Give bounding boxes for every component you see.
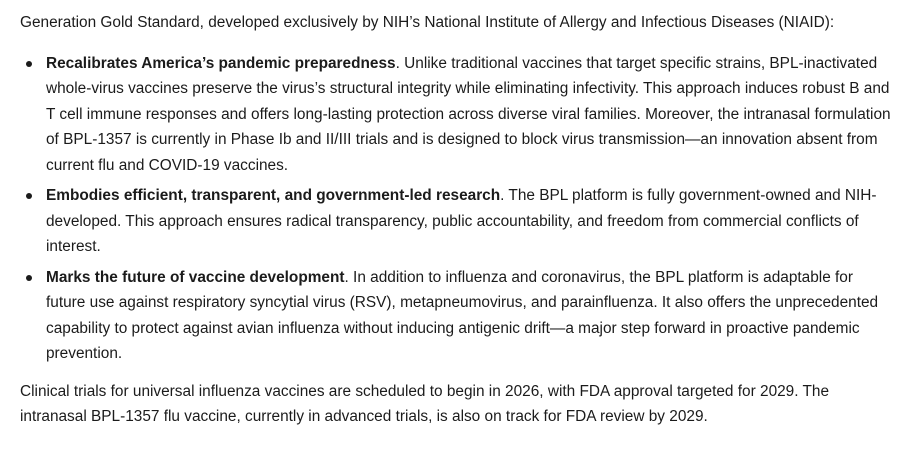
bullet-body: . The BPL platform is fully government-owned and NIH-developed. This approach ensures radical transparency, public accountability, and freedom from commercial conflicts of interest. (46, 187, 877, 255)
bullet-item-future-vaccine-development (46, 265, 891, 367)
outro-paragraph: Clinical trials for universal influenza vaccines are scheduled to begin in 2026, with FDA approval targeted for 2029. The intranasal BPL-1357 flu vaccine, currently in advanced trials, is also on track for FDA review by 2029. (20, 382, 830, 425)
bullet-body: . In addition to influenza and coronavirus, the BPL platform is adaptable for future use against respiratory syncytial virus (RSV), metapneumovirus, and parainfluenza. It also offers the unprecedented capability to protect against avian influenza without inducing antigenic drift—a major step forward in proactive pandemic prevention. (46, 268, 879, 362)
bullet-heading: Marks the future of vaccine development (46, 268, 345, 286)
bullet-body: . Unlike traditional vaccines that target specific strains, BPL-inactivated whole-virus vaccines preserve the virus’s structural integrity while eliminating infectivity. This approach induces robust B and T cell immune responses and offers long-lasting protection across diverse viral families. Moreover, the intranasal formulation of BPL-1357 is currently in Phase Ib and II/III trials and is designed to block virus transmission—an innovation absent from current flu and COVID-19 vaccines. (46, 54, 891, 174)
intro-paragraph: Generation Gold Standard, developed exclusively by NIH’s National Institute of Allergy and Infectious Diseases (NIAID): (20, 14, 835, 31)
bullet-item-pandemic-preparedness (46, 51, 891, 179)
bullet-heading: Recalibrates America’s pandemic preparedness (46, 54, 396, 72)
bullet-heading: Embodies efficient, transparent, and government-led research (46, 187, 501, 204)
bullet-item-government-research (46, 183, 891, 260)
bullet-list (20, 51, 891, 367)
